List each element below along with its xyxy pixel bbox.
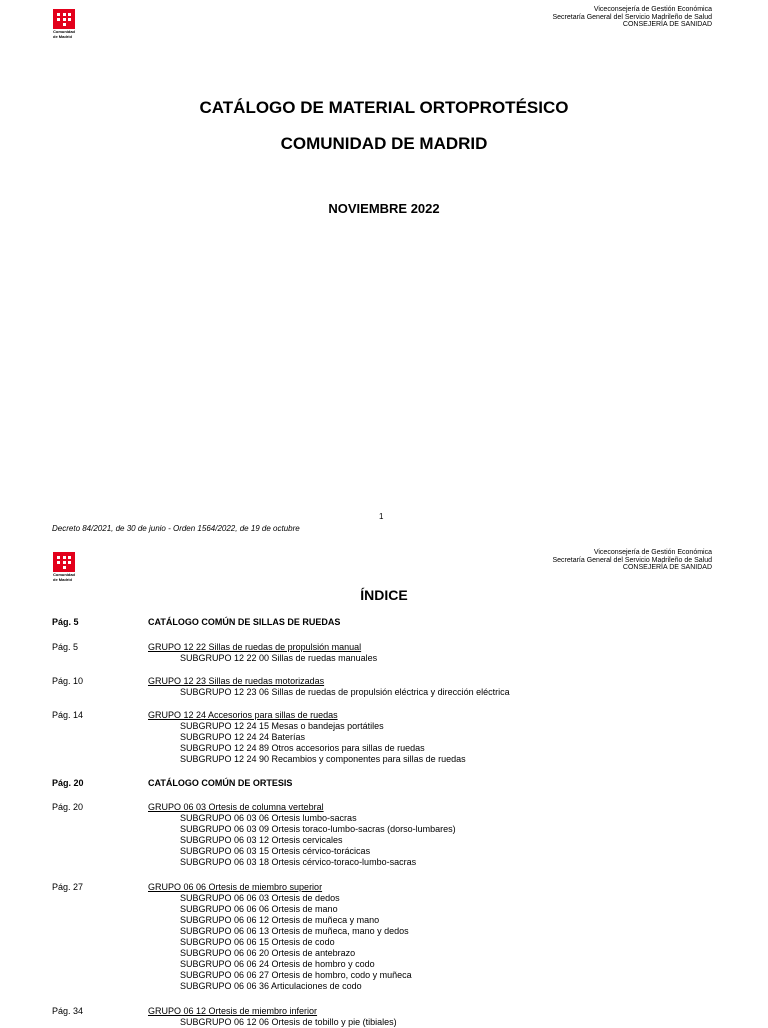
index-page-ref: Pág. 20 [52,778,84,788]
subgroup-item: SUBGRUPO 06 03 09 Ortesis toraco-lumbo-sacras (dorso-lumbares) [180,824,456,834]
star-icon [68,556,71,559]
subgroup-item: SUBGRUPO 06 06 27 Ortesis de hombro, codo y muñeca [180,970,412,980]
star-icon [68,18,71,21]
star-icon [68,561,71,564]
logo-label-1: Comunidad [53,29,75,34]
header-line-1: Viceconsejería de Gestión Económica [593,6,712,13]
header-line-3: CONSEJERÍA DE SANIDAD [622,564,712,571]
comunidad-madrid-logo-2 [53,552,75,582]
subgroup-item: SUBGRUPO 06 06 20 Ortesis de antebrazo [180,948,356,958]
subgroup-item: SUBGRUPO 12 24 90 Recambios y componentes para sillas de ruedas [180,754,466,764]
subgroup-item: SUBGRUPO 12 22 00 Sillas de ruedas manuales [180,653,378,663]
subgroup-item: SUBGRUPO 06 06 15 Ortesis de codo [180,937,335,947]
subgroup-item: SUBGRUPO 06 03 06 Ortesis lumbo-sacras [180,813,357,823]
subgroup-item: SUBGRUPO 06 03 18 Ortesis cérvico-toraco-lumbo-sacras [180,857,417,867]
star-icon [68,13,71,16]
star-icon [63,556,66,559]
group-link[interactable]: GRUPO 12 22 Sillas de ruedas de propulsión manual [148,642,362,652]
header-line-2: Secretaría General del Servicio Madrileño de Salud [552,13,712,21]
subgroup-item: SUBGRUPO 12 24 15 Mesas o bandejas portátiles [180,721,384,731]
group-link[interactable]: GRUPO 06 03 Ortesis de columna vertebral [148,802,324,812]
subgroup-item: SUBGRUPO 06 03 12 Ortesis cervicales [180,835,343,845]
index-page-ref: Pág. 27 [52,882,84,892]
group-link[interactable]: GRUPO 06 12 Ortesis de miembro inferior [148,1006,318,1016]
institution-header-2 [552,549,712,572]
index-page-ref: Pág. 20 [52,802,84,812]
group-link[interactable]: GRUPO 12 23 Sillas de ruedas motorizadas [148,676,325,686]
star-icon [57,561,60,564]
institution-header [552,6,712,29]
index-page-ref: Pág. 34 [52,1006,84,1016]
index-page-ref: Pág. 10 [52,676,84,686]
cover-title-2: COMUNIDAD DE MADRID [280,134,488,153]
subgroup-item: SUBGRUPO 06 06 13 Ortesis de muñeca, mano y dedos [180,926,409,936]
index-title: ÍNDICE [360,587,408,603]
page-number: 1 [379,512,384,521]
cover-title-1: CATÁLOGO DE MATERIAL ORTOPROTÉSICO [199,98,569,117]
index-page-ref: Pág. 5 [52,617,79,627]
flag-icon [53,9,75,29]
index-page [0,543,768,1027]
comunidad-madrid-logo [53,9,75,39]
header-line-1: Viceconsejería de Gestión Económica [593,549,712,556]
section-heading: CATÁLOGO COMÚN DE ORTESIS [148,778,293,788]
star-icon [63,561,66,564]
flag-icon [53,552,75,572]
index-page-ref: Pág. 5 [52,642,79,652]
index-page-ref: Pág. 14 [52,710,84,720]
subgroup-item: SUBGRUPO 06 03 15 Ortesis cérvico-torácicas [180,846,371,856]
section-heading: CATÁLOGO COMÚN DE SILLAS DE RUEDAS [148,617,341,627]
logo-label-2: de Madrid [53,577,72,582]
star-icon [57,18,60,21]
logo-label-2: de Madrid [53,34,72,39]
star-icon [63,23,66,26]
star-icon [63,18,66,21]
subgroup-item: SUBGRUPO 06 12 06 Ortesis de tobillo y pie (tibiales) [180,1017,397,1027]
subgroup-item: SUBGRUPO 12 24 24 Baterías [180,732,306,742]
legal-footer: Decreto 84/2021, de 30 de junio - Orden 1564/2022, de 19 de octubre [52,524,300,533]
header-line-2: Secretaría General del Servicio Madrileño de Salud [552,556,712,564]
subgroup-item: SUBGRUPO 06 06 24 Ortesis de hombro y codo [180,959,375,969]
star-icon [63,566,66,569]
subgroup-item: SUBGRUPO 12 24 89 Otros accesorios para sillas de ruedas [180,743,425,753]
subgroup-item: SUBGRUPO 06 06 12 Ortesis de muñeca y mano [180,915,380,925]
cover-date: NOVIEMBRE 2022 [328,201,440,216]
subgroup-item: SUBGRUPO 06 06 06 Ortesis de mano [180,904,338,914]
group-link[interactable]: GRUPO 06 06 Ortesis de miembro superior [148,882,323,892]
subgroup-item: SUBGRUPO 06 06 03 Ortesis de dedos [180,893,340,903]
star-icon [57,13,60,16]
star-icon [63,13,66,16]
header-line-3: CONSEJERÍA DE SANIDAD [622,21,712,28]
star-icon [57,556,60,559]
group-link[interactable]: GRUPO 12 24 Accesorios para sillas de ruedas [148,710,338,720]
logo-label-1: Comunidad [53,572,75,577]
subgroup-item: SUBGRUPO 12 23 06 Sillas de ruedas de propulsión eléctrica y dirección eléctrica [180,687,510,697]
subgroup-item: SUBGRUPO 06 06 36 Articulaciones de codo [180,981,362,991]
